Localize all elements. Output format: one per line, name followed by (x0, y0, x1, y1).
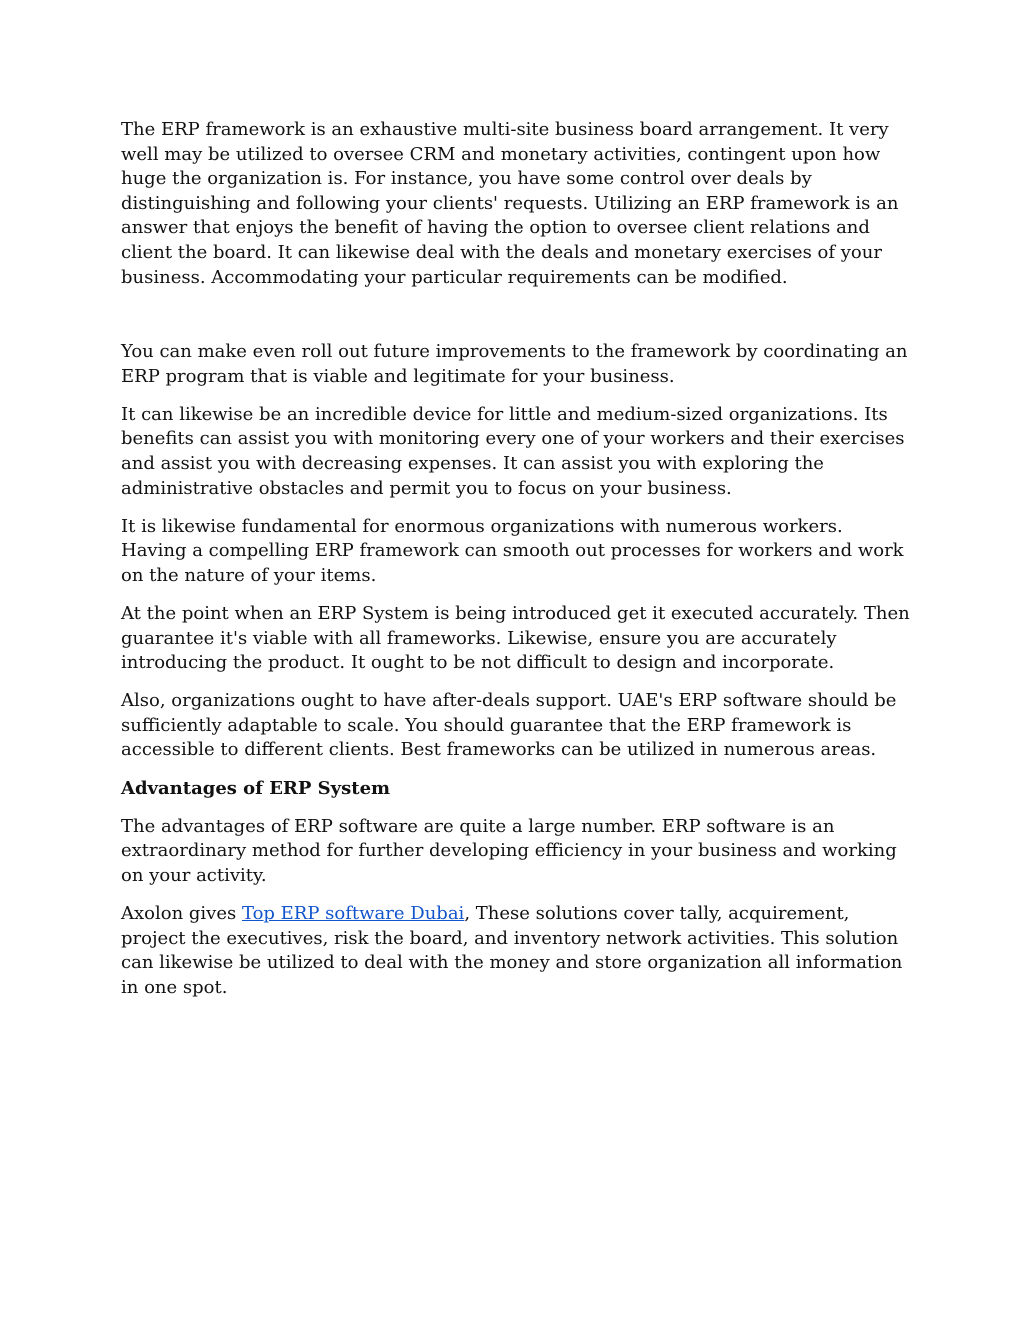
paragraph-after-deals-support: Also, organizations ought to have after-deals support. UAE's ERP software should be sufficiently adaptable to scale. You should guarantee that the ERP framework is accessible to different clients. Best frameworks can be utilized in numerous areas. (121, 690, 897, 761)
paragraph-enormous-orgs: It is likewise fundamental for enormous organizations with numerous workers. Having a compelling ERP framework can smooth out processes for workers and work on the nature of your items. (121, 515, 904, 586)
axolon-text-after-link: , These solutions cover tally, acquirement, project the executives, risk the board, and inventory network activities. This solution can likewise be utilized to deal with the money and store organization all information in one spot. (121, 902, 903, 998)
top-erp-software-dubai-link[interactable]: Top ERP software Dubai (241, 902, 465, 924)
paragraph-erp-intro: The ERP framework is an exhaustive multi-site business board arrangement. It very well may be utilized to oversee CRM and monetary activities, contingent upon how huge the organization is. For instance, you have some control over deals by distinguishing and following your clients' requests. Utilizing an ERP framework is an answer that enjoys the benefit of having the option to oversee client relations and client the board. It can likewise deal with the deals and monetary exercises of your business. Accommodating your particular requirements can be modified. (121, 119, 899, 288)
paragraph-future-improvements: You can make even roll out future improvements to the framework by coordinating an ERP program that is viable and legitimate for your business. (121, 341, 908, 387)
paragraph-axolon (121, 902, 911, 1000)
document-page (121, 118, 911, 1014)
paragraph-advantages: The advantages of ERP software are quite a large number. ERP software is an extraordinary method for further developing efficiency in your business and working on your activity. (121, 815, 897, 886)
section-heading: Advantages of ERP System (121, 777, 391, 799)
axolon-text-before-link: Axolon gives (121, 902, 242, 924)
paragraph-introduction-process: At the point when an ERP System is being introduced get it executed accurately. Then guarantee it's viable with all frameworks. Likewise, ensure you are accurately introducing the product. It ought to be not difficult to design and incorporate. (121, 603, 910, 674)
paragraph-small-medium-orgs: It can likewise be an incredible device for little and medium-sized organizations. Its benefits can assist you with monitoring every one of your workers and their exercises and assist you with decreasing expenses. It can assist you with exploring the administrative obstacles and permit you to focus on your business. (121, 403, 905, 499)
